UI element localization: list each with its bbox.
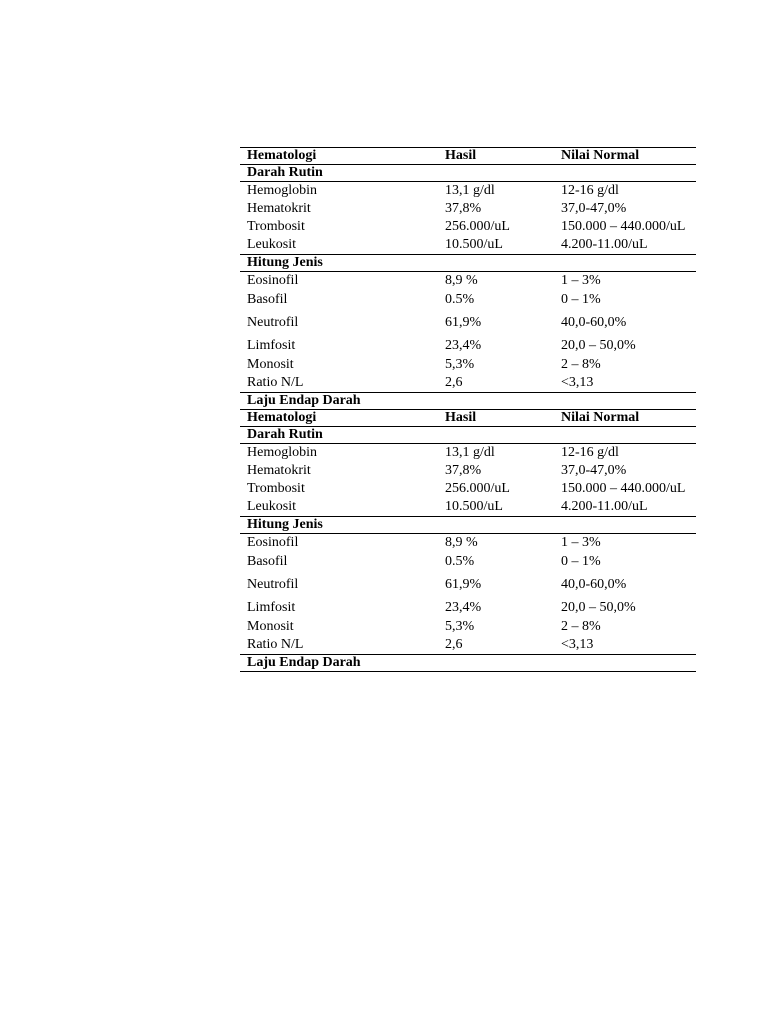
test-result: 2,6 — [445, 637, 463, 652]
table-row — [240, 182, 696, 201]
test-result: 256.000/uL — [445, 219, 510, 234]
header-nilai-normal: Nilai Normal — [554, 410, 696, 427]
test-name: Hematokrit — [247, 463, 311, 478]
header-nilai-normal: Nilai Normal — [554, 148, 696, 165]
test-result: 37,8% — [445, 463, 482, 478]
test-name: Limfosit — [247, 600, 296, 615]
test-name: Monosit — [247, 619, 294, 634]
table-row — [240, 218, 696, 236]
table-row — [240, 444, 696, 463]
test-normal-range: 0 – 1% — [561, 292, 601, 307]
test-normal-range: 37,0-47,0% — [561, 463, 627, 478]
test-result: 23,4% — [445, 600, 482, 615]
test-name: Trombosit — [247, 481, 305, 496]
test-normal-range: 4.200-11.00/uL — [561, 499, 648, 514]
test-normal-range: 0 – 1% — [561, 554, 601, 569]
test-normal-range: 2 – 8% — [561, 357, 601, 372]
test-result: 10.500/uL — [445, 499, 503, 514]
test-name: Neutrofil — [247, 315, 299, 330]
test-result: 13,1 g/dl — [445, 445, 495, 460]
test-normal-range: 1 – 3% — [561, 535, 601, 550]
section-row-hitung-jenis — [240, 517, 696, 534]
test-result: 23,4% — [445, 338, 482, 353]
test-normal-range: <3,13 — [561, 375, 594, 390]
hematology-table — [240, 147, 696, 672]
test-normal-range: 12-16 g/dl — [561, 183, 619, 198]
test-name: Basofil — [247, 292, 288, 307]
table-row — [240, 572, 696, 598]
table-header-row — [240, 410, 696, 427]
section-title: Darah Rutin — [240, 427, 696, 444]
test-name: Leukosit — [247, 237, 296, 252]
test-name: Eosinofil — [247, 273, 299, 288]
test-name: Leukosit — [247, 499, 296, 514]
test-normal-range: 4.200-11.00/uL — [561, 237, 648, 252]
table-row — [240, 498, 696, 517]
test-result: 5,3% — [445, 619, 475, 634]
test-normal-range: 150.000 – 440.000/uL — [561, 219, 686, 234]
test-name: Ratio N/L — [247, 637, 304, 652]
section-title: Hitung Jenis — [240, 255, 696, 272]
test-result: 61,9% — [445, 577, 482, 592]
test-normal-range: 40,0-60,0% — [561, 577, 627, 592]
test-result: 10.500/uL — [445, 237, 503, 252]
test-normal-range: <3,13 — [561, 637, 594, 652]
test-name: Trombosit — [247, 219, 305, 234]
test-result: 0.5% — [445, 554, 475, 569]
header-hematologi: Hematologi — [240, 148, 438, 165]
section-title: Laju Endap Darah — [240, 655, 696, 672]
table-row — [240, 200, 696, 218]
test-name: Neutrofil — [247, 577, 299, 592]
table-row — [240, 480, 696, 498]
section-title: Hitung Jenis — [240, 517, 696, 534]
test-normal-range: 20,0 – 50,0% — [561, 600, 636, 615]
section-row-laju-endap-darah — [240, 655, 696, 672]
test-result: 0.5% — [445, 292, 475, 307]
header-hematologi: Hematologi — [240, 410, 438, 427]
section-row-darah-rutin — [240, 165, 696, 182]
table-row — [240, 618, 696, 636]
table-row — [240, 552, 696, 572]
table-row — [240, 462, 696, 480]
test-normal-range: 12-16 g/dl — [561, 445, 619, 460]
table-row — [240, 290, 696, 310]
table-header-row — [240, 148, 696, 165]
test-result: 37,8% — [445, 201, 482, 216]
test-name: Limfosit — [247, 338, 296, 353]
table-row — [240, 336, 696, 356]
test-normal-range: 20,0 – 50,0% — [561, 338, 636, 353]
test-name: Ratio N/L — [247, 375, 304, 390]
header-hasil: Hasil — [438, 410, 554, 427]
table-row — [240, 636, 696, 655]
table-row — [240, 374, 696, 393]
test-name: Monosit — [247, 357, 294, 372]
test-normal-range: 40,0-60,0% — [561, 315, 627, 330]
test-result: 2,6 — [445, 375, 463, 390]
test-result: 8,9 % — [445, 535, 478, 550]
table-row — [240, 310, 696, 336]
header-hasil: Hasil — [438, 148, 554, 165]
test-name: Eosinofil — [247, 535, 299, 550]
test-name: Basofil — [247, 554, 288, 569]
table-row — [240, 272, 696, 291]
section-row-darah-rutin — [240, 427, 696, 444]
test-normal-range: 2 – 8% — [561, 619, 601, 634]
section-title: Laju Endap Darah — [240, 393, 696, 410]
section-row-laju-endap-darah — [240, 393, 696, 410]
test-name: Hemoglobin — [247, 183, 317, 198]
section-title: Darah Rutin — [240, 165, 696, 182]
test-normal-range: 1 – 3% — [561, 273, 601, 288]
test-normal-range: 37,0-47,0% — [561, 201, 627, 216]
section-row-hitung-jenis — [240, 255, 696, 272]
test-result: 5,3% — [445, 357, 475, 372]
table-row — [240, 356, 696, 374]
test-result: 13,1 g/dl — [445, 183, 495, 198]
table-row — [240, 534, 696, 553]
test-result: 61,9% — [445, 315, 482, 330]
table-row — [240, 236, 696, 255]
test-normal-range: 150.000 – 440.000/uL — [561, 481, 686, 496]
test-result: 8,9 % — [445, 273, 478, 288]
table-row — [240, 598, 696, 618]
test-name: Hematokrit — [247, 201, 311, 216]
test-result: 256.000/uL — [445, 481, 510, 496]
test-name: Hemoglobin — [247, 445, 317, 460]
